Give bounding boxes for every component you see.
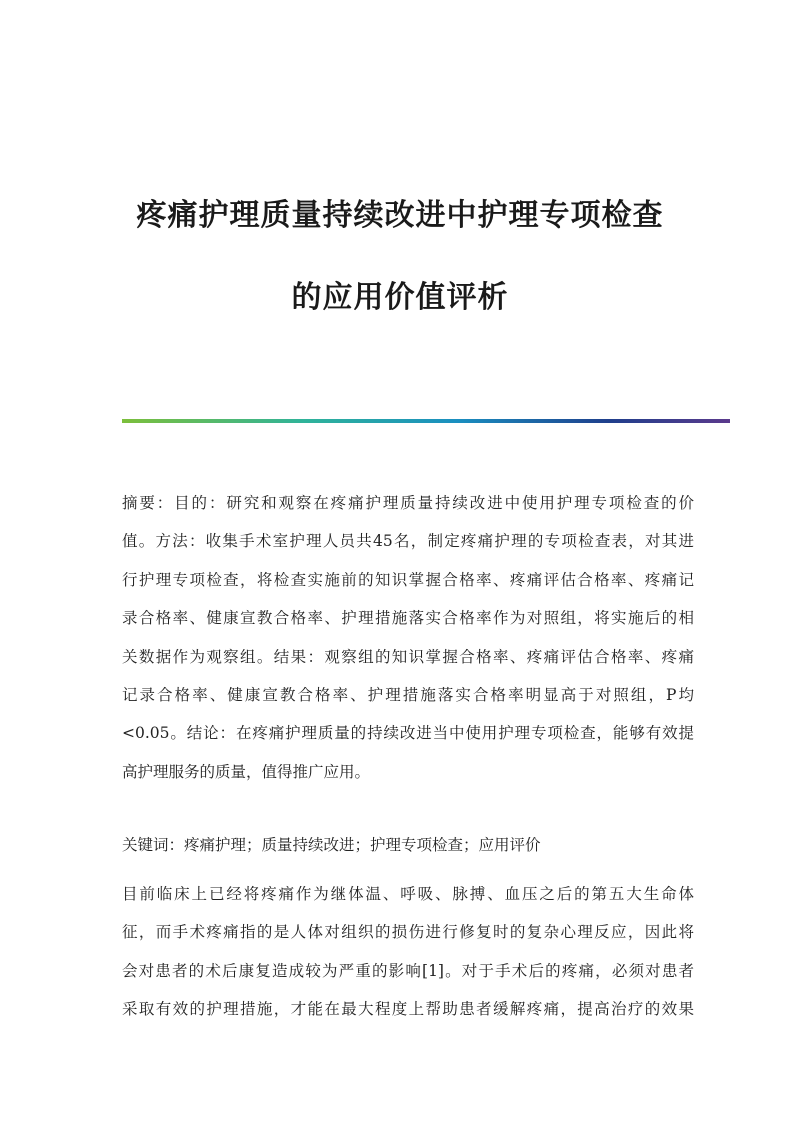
title-line-2: 的应用价值评析 [291, 280, 509, 315]
title-divider [122, 419, 730, 423]
body-line: 征，而手术疼痛指的是人体对组织的损伤进行修复时的复杂心理反应，因此将 [122, 923, 694, 942]
abstract-line: 行护理专项检查，将检查实施前的知识掌握合格率、疼痛评估合格率、疼痛记 [122, 570, 694, 589]
abstract-line: 记录合格率、健康宣教合格率、护理措施落实合格率明显高于对照组，P均 [122, 685, 694, 704]
body-paragraph [122, 875, 694, 1029]
body-line: 目前临床上已经将疼痛作为继体温、呼吸、脉搏、血压之后的第五大生命体 [122, 885, 694, 903]
keywords-paragraph [122, 826, 694, 864]
abstract-line: 高护理服务的质量，值得推广应用。 [122, 762, 371, 781]
abstract-line: 值。方法：收集手术室护理人员共45名，制定疼痛护理的专项检查表，对其进 [122, 532, 694, 551]
body-line: 会对患者的术后康复造成较为严重的影响[1]。对于手术后的疼痛，必须对患者 [122, 961, 694, 980]
abstract-line: 摘要：目的：研究和观察在疼痛护理质量持续改进中使用护理专项检查的价 [122, 494, 694, 512]
abstract-line: <0.05。结论：在疼痛护理质量的持续改进当中使用护理专项检查，能够有效提 [122, 724, 694, 743]
abstract-paragraph [122, 484, 694, 791]
abstract-line: 录合格率、健康宣教合格率、护理措施落实合格率作为对照组，将实施后的相 [122, 609, 694, 628]
title-line-1: 疼痛护理质量持续改进中护理专项检查 [136, 198, 664, 233]
body-line: 采取有效的护理措施，才能在最大程度上帮助患者缓解疼痛，提高治疗的效果 [122, 1000, 694, 1019]
keywords-line: 关键词：疼痛护理；质量持续改进；护理专项检查；应用评价 [122, 836, 541, 854]
abstract-line: 关数据作为观察组。结果：观察组的知识掌握合格率、疼痛评估合格率、疼痛 [122, 647, 694, 666]
